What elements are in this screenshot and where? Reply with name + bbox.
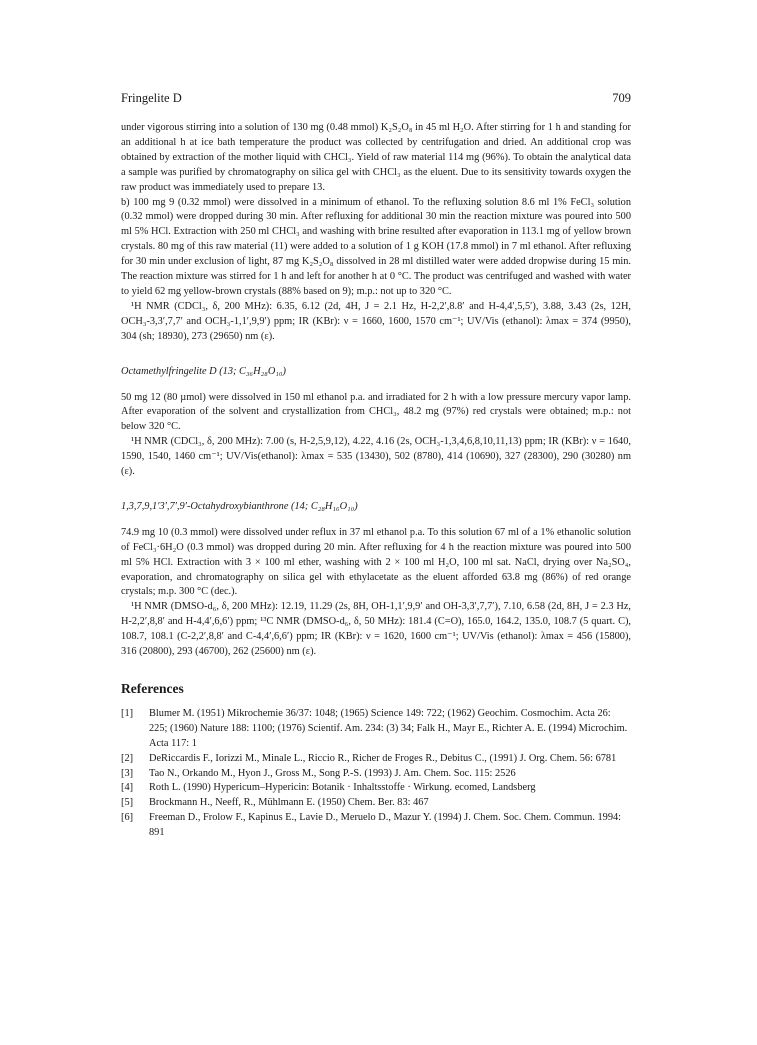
reference-number: [2] [121, 752, 134, 764]
reference-text: Brockmann H., Neeff, R., Mühlmann E. (1950) Chem. Ber. 83: 467 [149, 797, 429, 809]
paragraph-nmr-13: ¹H NMR (CDCl₃, δ, 200 MHz): 7.00 (s, H-2,5,9,12), 4.22, 4.16 (2s, OCH₃-1,3,4,6,8,10,11,13) ppm; IR (KBr): ν = 1640, 1590, 1540, 1460 cm⁻¹; UV/Vis(ethanol): λmax = 535 (13430), 502 (8780), 414 (10690), 327 (28300), 290 (30280) nm (ε). [121, 436, 631, 478]
reference-number: [3] [121, 767, 134, 779]
reference-number: [4] [121, 782, 134, 794]
paragraph-continued: under vigorous stirring into a solution of 130 mg (0.48 mmol) K₂S₂O₈ in 45 ml H₂O. After stirring for 1 h and standing for an additional h at ice bath temperature the product was collected by centrifugation and dried. An additional crop was obtained by extraction of the mother liquid with CHCl₃. Yield of raw material 114 mg (96%). To obtain the analytical data a sample was purified by chromatography on silica gel with CHCl₃ as the eluent. Due to its sensitivity towards oxygen the raw product was immediately used to prepare 13. [121, 122, 631, 193]
reference-number: [1] [121, 707, 134, 719]
reference-text: Roth L. (1990) Hypericum–Hypericin: Botanik · Inhaltsstoffe · Wirkung. ecomed, Landsberg [149, 782, 536, 794]
paragraph-nmr-14: ¹H NMR (DMSO-d₆, δ, 200 MHz): 12.19, 11.29 (2s, 8H, OH-1,1′,9,9′ and OH-3,3′,7,7′), 7.10, 6.58 (2d, 8H, J = 2.3 Hz, H-2,2′,8,8′ and H-4,4′,6,6′) ppm; ¹³C NMR (DMSO-d₆, δ, 50 MHz): 181.4 (C=O), 165.0, 164.2, 135.0, 108.7 (5 quart. C), 108.7, 108.1 (C-2,2′,8,8′ and C-4,4′,6,6′) ppm; IR (KBr): ν = 1620, 1600 cm⁻¹; UV/Vis (ethanol): λmax = 456 (15800), 316 (20800), 293 (46700), 262 (25600) nm (ε). [121, 601, 631, 658]
references-heading: References [121, 681, 184, 696]
article-body [121, 121, 631, 841]
reference-number: [5] [121, 797, 134, 809]
running-title: Fringelite D [121, 91, 182, 105]
reference-number: [6] [121, 812, 134, 824]
reference-text: DeRiccardis F., Iorizzi M., Minale L., Riccio R., Richer de Froges R., Debitus C., (1991) J. Org. Chem. 56: 6781 [149, 752, 617, 764]
reference-item [121, 752, 631, 767]
reference-item [121, 767, 631, 782]
page-number: 709 [612, 91, 631, 105]
paragraph-procedure-13: 50 mg 12 (80 µmol) were dissolved in 150 ml ethanol p.a. and irradiated for 2 h with a low pressure mercury vapor lamp. After evaporation of the solvent and crystallization from CHCl₃, 48.2 mg (97%) red crystals were obtained; m.p.: not below 320 °C. [121, 391, 631, 433]
compound-heading-14: 1,3,7,9,1′3′,7′,9′-Octahydroxybianthrone (14; C₂₈H₁₆O₁₀) [121, 500, 358, 512]
reference-item [121, 796, 631, 811]
reference-text: Freeman D., Frolow F., Kapinus E., Lavie D., Meruelo D., Mazur Y. (1994) J. Chem. Soc. Chem. Commun. 1994: 891 [149, 812, 622, 839]
compound-heading-13: Octamethylfringelite D (13; C₃₆H₂₈O₁₀) [121, 365, 286, 377]
reference-text: Tao N., Orkando M., Hyon J., Gross M., Song P.-S. (1993) J. Am. Chem. Soc. 115: 2526 [149, 767, 516, 779]
paragraph-nmr-11: ¹H NMR (CDCl₃, δ, 200 MHz): 6.35, 6.12 (2d, 4H, J = 2.1 Hz, H-2,2′,8.8′ and H-4,4′,5,5′), 3.88, 3.43 (2s, 12H, OCH₃-3,3′,7,7′ and OCH₃-1,1′,9,9′) ppm; IR (KBr): ν = 1660, 1600, 1570 cm⁻¹; UV/Vis (ethanol): λmax = 374 (9950), 304 (sh; 18930), 273 (29650) nm (ε). [121, 300, 631, 342]
paragraph-procedure-b: b) 100 mg 9 (0.32 mmol) were dissolved in a minimum of ethanol. To the refluxing solution 8.6 ml 1% FeCl₃ solution (0.32 mmol) were dropped during 30 min. After refluxing for additional 30 min the reaction mixture was poured into 500 ml 5% HCl. Extraction with 250 ml CHCl₃ and washing with brine resulted after evaporation in 113.1 mg of yellow brown crystals. 80 mg of this raw material (11) were added to a solution of 1 g KOH (17.8 mmol) in 7 ml ethanol. After refluxing for 30 min under exclusion of light, 87 mg K₂S₂O₈ dissolved in 28 ml distilled water were added dropwise during 15 min. The reaction mixture was stirred for 1 h and left for another h at 0 °C. The product was centrifuged and washed with water to yield 62 mg yellow-brown crystals (88% based on 9); m.p.: not up to 320 °C. [121, 196, 631, 297]
paragraph-procedure-14: 74.9 mg 10 (0.3 mmol) were dissolved under reflux in 37 ml ethanol p.a. To this solution 67 ml of a 1% ethanolic solution of FeCl₃·6H₂O (0.3 mmol) was dropped during 20 min. After refluxing for 4 h the reaction mixture was poured into 500 ml 5% HCl. Extraction with 3 × 100 ml ether, washing with 2 × 100 ml H₂O, 100 ml sat. NaCl, drying over Na₂SO₄, evaporation, and chromatography on silica gel with ethylacetate as the eluent afforded 63.8 mg (86%) of red orange crystals; m.p. 300 °C (dec.). [121, 526, 631, 598]
reference-item [121, 781, 631, 796]
reference-item [121, 811, 631, 841]
reference-list [121, 707, 631, 841]
reference-item [121, 707, 631, 752]
reference-text: Blumer M. (1951) Mikrochemie 36/37: 1048; (1965) Science 149: 722; (1962) Geochim. Cosmochim. Acta 26: 225; (1960) Nature 188: 1100; (1976) Scientif. Am. 234: (3) 34; Falk H., Mayr E., Richter A. E. (1994) Microchim. Acta 117: 1 [149, 707, 628, 749]
